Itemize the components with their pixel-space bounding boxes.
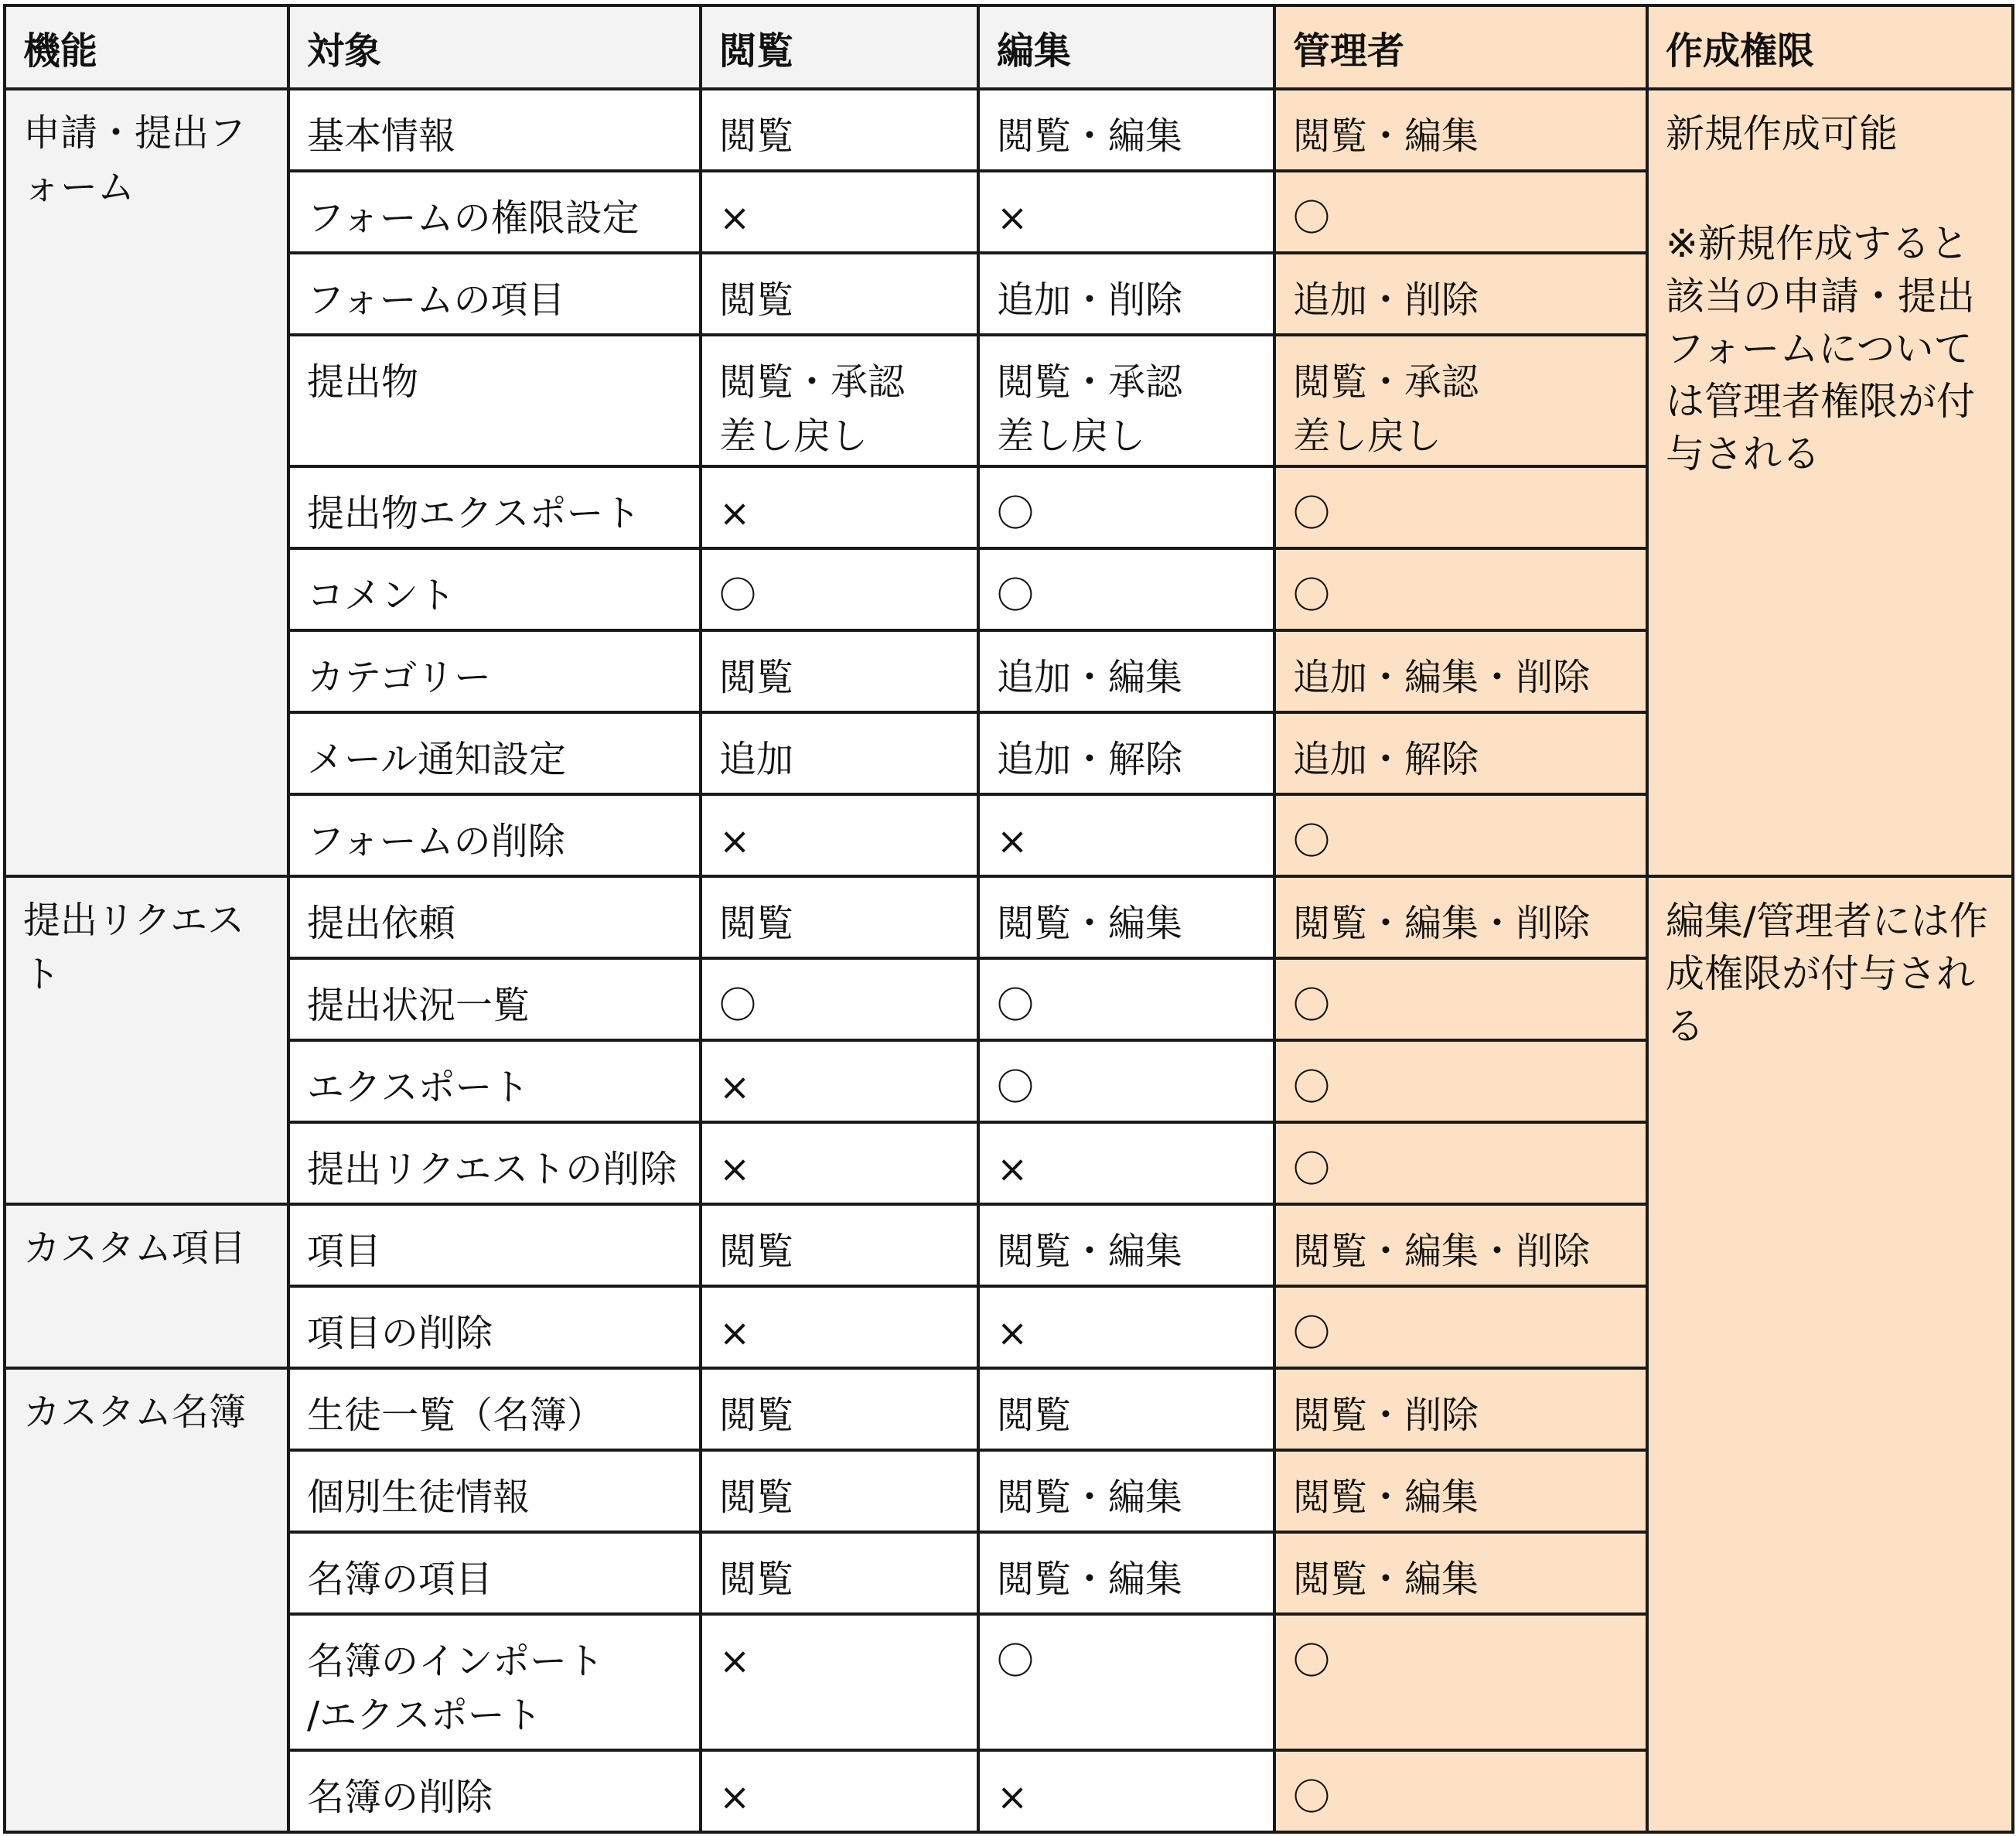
target-cell: メール通知設定 bbox=[288, 712, 701, 794]
view-cell: × bbox=[701, 794, 978, 876]
view-cell: × bbox=[701, 1750, 978, 1832]
edit-cell: 追加・編集 bbox=[978, 630, 1274, 712]
admin-cell: 〇 bbox=[1274, 1122, 1647, 1204]
function-cell-request: 提出リクエスト bbox=[5, 876, 288, 1204]
admin-cell: 〇 bbox=[1274, 1286, 1647, 1368]
view-cell: × bbox=[701, 466, 978, 548]
function-cell-form: 申請・提出フォーム bbox=[5, 89, 288, 876]
admin-cell: 〇 bbox=[1274, 794, 1647, 876]
edit-cell: 追加・解除 bbox=[978, 712, 1274, 794]
view-cell: 閲覧 bbox=[701, 630, 978, 712]
view-cell: × bbox=[701, 1040, 978, 1122]
edit-cell: × bbox=[978, 1286, 1274, 1368]
table-row bbox=[5, 876, 2013, 958]
admin-cell: 〇 bbox=[1274, 171, 1647, 253]
admin-cell: 〇 bbox=[1274, 958, 1647, 1040]
target-cell: 提出リクエストの削除 bbox=[288, 1122, 701, 1204]
edit-cell: 閲覧 bbox=[978, 1368, 1274, 1450]
table-row bbox=[5, 89, 2013, 171]
edit-cell: × bbox=[978, 1750, 1274, 1832]
target-cell: 個別生徒情報 bbox=[288, 1450, 701, 1532]
edit-cell: 閲覧・編集 bbox=[978, 1532, 1274, 1614]
authority-cell-request bbox=[1647, 876, 2013, 1832]
admin-cell: 閲覧・編集 bbox=[1274, 1450, 1647, 1532]
target-cell: 名簿の削除 bbox=[288, 1750, 701, 1832]
view-cell: × bbox=[701, 1614, 978, 1750]
view-cell: 閲覧・承認 差し戻し bbox=[701, 335, 978, 466]
header-row bbox=[5, 5, 2013, 89]
header-function: 機能 bbox=[5, 5, 288, 89]
edit-cell: 〇 bbox=[978, 548, 1274, 630]
admin-cell: 〇 bbox=[1274, 1040, 1647, 1122]
target-cell: 基本情報 bbox=[288, 89, 701, 171]
header-view: 閲覧 bbox=[701, 5, 978, 89]
target-cell: カテゴリー bbox=[288, 630, 701, 712]
admin-cell: 閲覧・編集 bbox=[1274, 1532, 1647, 1614]
edit-cell: 追加・削除 bbox=[978, 253, 1274, 335]
permission-table bbox=[3, 4, 2014, 1834]
view-cell: 閲覧 bbox=[701, 253, 978, 335]
header-authority: 作成権限 bbox=[1647, 5, 2013, 89]
target-cell: フォームの項目 bbox=[288, 253, 701, 335]
target-cell: コメント bbox=[288, 548, 701, 630]
view-cell: 閲覧 bbox=[701, 1532, 978, 1614]
target-cell: エクスポート bbox=[288, 1040, 701, 1122]
target-cell: 名簿の項目 bbox=[288, 1532, 701, 1614]
admin-cell: 〇 bbox=[1274, 1750, 1647, 1832]
target-cell: 提出状況一覧 bbox=[288, 958, 701, 1040]
edit-cell: × bbox=[978, 794, 1274, 876]
admin-cell: 追加・削除 bbox=[1274, 253, 1647, 335]
view-cell: × bbox=[701, 1122, 978, 1204]
edit-cell: 閲覧・編集 bbox=[978, 89, 1274, 171]
edit-cell: 〇 bbox=[978, 1040, 1274, 1122]
admin-cell: 追加・編集・削除 bbox=[1274, 630, 1647, 712]
edit-cell: 閲覧・編集 bbox=[978, 1204, 1274, 1286]
view-cell: × bbox=[701, 1286, 978, 1368]
edit-cell: 閲覧・承認 差し戻し bbox=[978, 335, 1274, 466]
edit-cell: 〇 bbox=[978, 466, 1274, 548]
target-cell: 提出依頼 bbox=[288, 876, 701, 958]
target-cell: フォームの削除 bbox=[288, 794, 701, 876]
admin-cell: 追加・解除 bbox=[1274, 712, 1647, 794]
edit-cell: × bbox=[978, 171, 1274, 253]
view-cell: 〇 bbox=[701, 548, 978, 630]
authority-cell-form bbox=[1647, 89, 2013, 876]
view-cell: 〇 bbox=[701, 958, 978, 1040]
authority-main-text: 新規作成可能 bbox=[1666, 111, 1898, 156]
admin-cell: 〇 bbox=[1274, 548, 1647, 630]
target-cell: 提出物エクスポート bbox=[288, 466, 701, 548]
target-cell: 名簿のインポート /エクスポート bbox=[288, 1614, 701, 1750]
view-cell: 閲覧 bbox=[701, 876, 978, 958]
header-edit: 編集 bbox=[978, 5, 1274, 89]
admin-cell: 〇 bbox=[1274, 1614, 1647, 1750]
authority-note-text: 編集/管理者には作成権限が付与される bbox=[1666, 899, 1988, 1049]
target-cell: 提出物 bbox=[288, 335, 701, 466]
target-cell: 生徒一覧（名簿） bbox=[288, 1368, 701, 1450]
target-cell: 項目 bbox=[288, 1204, 701, 1286]
admin-cell: 閲覧・削除 bbox=[1274, 1368, 1647, 1450]
edit-cell: 〇 bbox=[978, 1614, 1274, 1750]
view-cell: × bbox=[701, 171, 978, 253]
authority-note-text: ※新規作成すると該当の申請・提出フォームについては管理者権限が付与される bbox=[1666, 221, 1975, 476]
view-cell: 閲覧 bbox=[701, 1450, 978, 1532]
edit-cell: × bbox=[978, 1122, 1274, 1204]
view-cell: 閲覧 bbox=[701, 1368, 978, 1450]
view-cell: 閲覧 bbox=[701, 89, 978, 171]
target-cell: 項目の削除 bbox=[288, 1286, 701, 1368]
admin-cell: 〇 bbox=[1274, 466, 1647, 548]
admin-cell: 閲覧・編集 bbox=[1274, 89, 1647, 171]
view-cell: 追加 bbox=[701, 712, 978, 794]
view-cell: 閲覧 bbox=[701, 1204, 978, 1286]
edit-cell: 閲覧・編集 bbox=[978, 876, 1274, 958]
admin-cell: 閲覧・編集・削除 bbox=[1274, 876, 1647, 958]
edit-cell: 〇 bbox=[978, 958, 1274, 1040]
function-cell-custom-roster: カスタム名簿 bbox=[5, 1368, 288, 1832]
function-cell-custom-field: カスタム項目 bbox=[5, 1204, 288, 1368]
header-target: 対象 bbox=[288, 5, 701, 89]
admin-cell: 閲覧・編集・削除 bbox=[1274, 1204, 1647, 1286]
target-cell: フォームの権限設定 bbox=[288, 171, 701, 253]
edit-cell: 閲覧・編集 bbox=[978, 1450, 1274, 1532]
header-admin: 管理者 bbox=[1274, 5, 1647, 89]
admin-cell: 閲覧・承認 差し戻し bbox=[1274, 335, 1647, 466]
